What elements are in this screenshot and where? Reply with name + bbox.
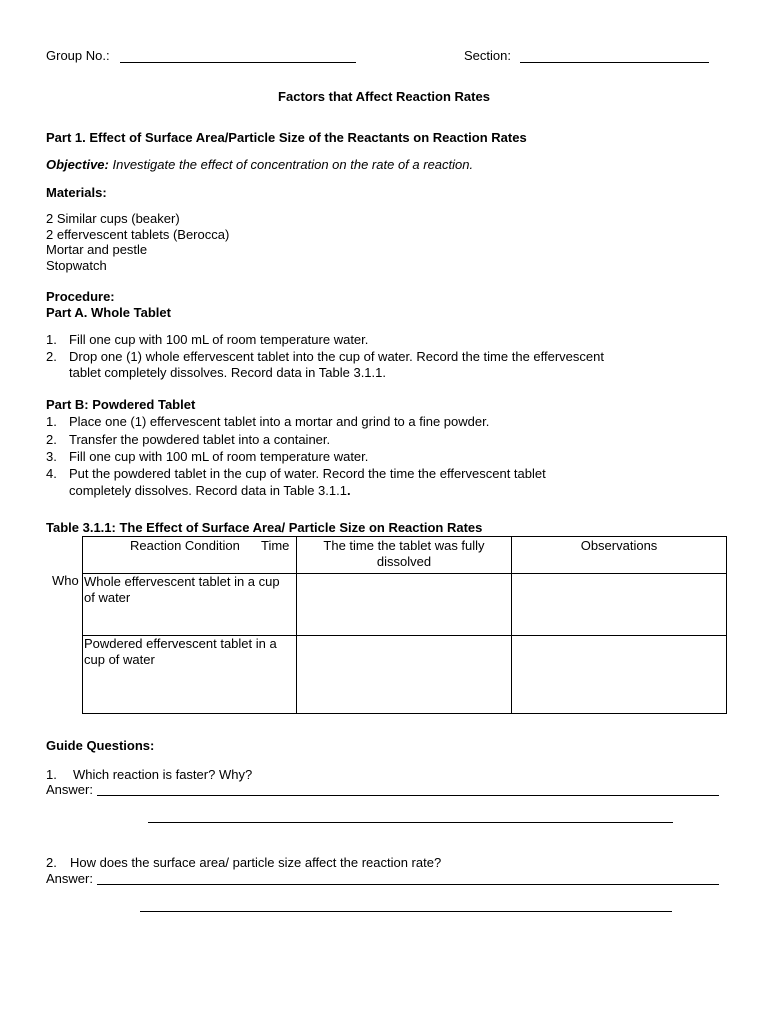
material-item: 2 Similar cups (beaker) — [46, 211, 180, 226]
answer-label-1: Answer: — [46, 782, 93, 797]
part-b-heading: Part B: Powdered Tablet — [46, 397, 196, 412]
answer-label-2: Answer: — [46, 871, 93, 886]
part-b-step-2: 2. Transfer the powdered tablet into a container. — [46, 432, 331, 447]
procedure-label: Procedure: — [46, 289, 115, 304]
header-condition: Reaction Condition — [130, 538, 240, 553]
group-input-line[interactable] — [120, 62, 356, 63]
row-observations-cell[interactable] — [512, 636, 727, 714]
objective — [46, 157, 473, 172]
row-condition: Whole effervescent tablet in a cup of water — [83, 574, 297, 636]
table-row — [83, 574, 727, 636]
header-time-overflow: Time — [261, 538, 290, 553]
material-item: 2 effervescent tablets (Berocca) — [46, 227, 230, 242]
answer-line-1a[interactable] — [97, 795, 719, 796]
objective-label: Objective: — [46, 157, 109, 172]
materials-label: Materials: — [46, 185, 107, 200]
answer-line-1b[interactable] — [148, 822, 673, 823]
material-item: Mortar and pestle — [46, 242, 148, 257]
question-1: 1. Which reaction is faster? Why? — [46, 767, 253, 782]
part-a-step-2: 2. Drop one (1) whole effervescent tablet into the cup of water. Record the time the effervescent — [46, 349, 604, 364]
table-header-row — [83, 537, 727, 574]
header-condition-cell — [83, 537, 297, 574]
page-title: Factors that Affect Reaction Rates — [278, 89, 490, 104]
row-time-cell[interactable] — [297, 636, 512, 714]
part-a-step-1: 1. Fill one cup with 100 mL of room temperature water. — [46, 332, 369, 347]
question-2: 2. How does the surface area/ particle size affect the reaction rate? — [46, 855, 442, 870]
part-b-step-4: 4. Put the powdered tablet in the cup of water. Record the time the effervescent tablet — [46, 466, 546, 481]
group-label: Group No.: — [46, 48, 110, 63]
part-b-step-1: 1. Place one (1) effervescent tablet into a mortar and grind to a fine powder. — [46, 414, 490, 429]
header-time-dissolved: The time the tablet was fully dissolved — [297, 537, 512, 574]
header-observations: Observations — [512, 537, 727, 574]
material-item: Stopwatch — [46, 258, 107, 273]
reaction-rate-table — [82, 536, 727, 714]
part-a-step-2-cont: tablet completely dissolves. Record data in Table 3.1.1. — [69, 365, 386, 380]
section-label: Section: — [464, 48, 511, 63]
section-input-line[interactable] — [520, 62, 709, 63]
objective-text: Investigate the effect of concentration on the rate of a reaction. — [112, 157, 474, 172]
answer-line-2a[interactable] — [97, 884, 719, 885]
table-caption: Table 3.1.1: The Effect of Surface Area/ Particle Size on Reaction Rates — [46, 520, 483, 535]
row-observations-cell[interactable] — [512, 574, 727, 636]
part-a-heading: Part A. Whole Tablet — [46, 305, 171, 320]
part1-heading: Part 1. Effect of Surface Area/Particle Size of the Reactants on Reaction Rates — [46, 130, 527, 145]
stray-text: Who — [52, 573, 79, 588]
guide-heading: Guide Questions: — [46, 738, 155, 753]
part-b-step-3: 3. Fill one cup with 100 mL of room temperature water. — [46, 449, 369, 464]
table-row — [83, 636, 727, 714]
row-condition: Powdered effervescent tablet in a cup of water — [83, 636, 297, 714]
row-time-cell[interactable] — [297, 574, 512, 636]
part-b-step-4-cont: completely dissolves. Record data in Table 3.1.1. — [69, 483, 351, 498]
answer-line-2b[interactable] — [140, 911, 672, 912]
